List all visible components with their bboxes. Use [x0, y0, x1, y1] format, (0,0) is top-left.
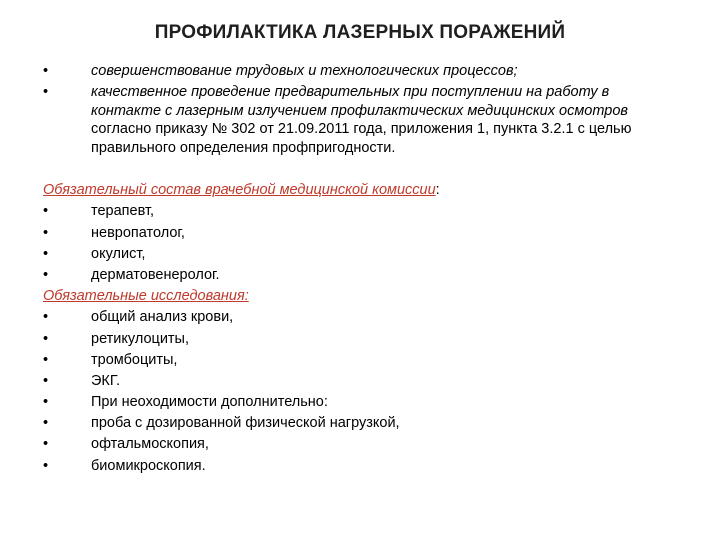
list-item: [43, 62, 683, 83]
bullet-icon: •: [43, 436, 49, 453]
list-item: [43, 224, 683, 245]
intro-item-paragraph: [91, 83, 683, 157]
list-item: [43, 245, 683, 266]
study-item-text: проба с дозированной физической нагрузкой,: [91, 415, 400, 432]
bullet-icon: •: [43, 415, 49, 432]
bullet-icon: •: [43, 203, 49, 220]
list-item: [43, 457, 683, 478]
commission-item-text: невропатолог,: [91, 224, 185, 241]
intro-item-italic-text: качественное проведение предварительных при поступлении на работу в контакте с лазерным излучением профилактических медицинских осмотров: [91, 84, 628, 119]
slide-title: ПРОФИЛАКТИКА ЛАЗЕРНЫХ ПОРАЖЕНИЙ: [154, 22, 566, 43]
list-item: [43, 83, 683, 181]
list-item: [43, 266, 683, 287]
list-item: [43, 308, 683, 329]
list-item: [43, 435, 683, 456]
bullet-icon: •: [43, 63, 49, 79]
intro-item-text: совершенствование трудовых и технологических процессов;: [91, 63, 518, 79]
study-item-text: офтальмоскопия,: [91, 436, 209, 453]
list-item: [43, 351, 683, 372]
commission-heading-text: Обязательный состав врачебной медицинской комиссии: [43, 182, 436, 199]
study-item-text: тромбоциты,: [91, 351, 178, 368]
bullet-icon: •: [43, 351, 49, 368]
list-item: [43, 202, 683, 223]
intro-item-plain-text: согласно приказу № 302 от 21.09.2011 года, приложения 1, пункта 3.2.1 с целью правильного определения профпригодности.: [91, 121, 632, 156]
commission-item-text: дерматовенеролог.: [91, 266, 220, 283]
list-item: [43, 414, 683, 435]
studies-heading-text: Обязательные исследования:: [43, 288, 249, 305]
commission-item-text: окулист,: [91, 245, 146, 262]
bullet-icon: •: [43, 224, 49, 241]
bullet-icon: •: [43, 457, 49, 474]
study-item-text: общий анализ крови,: [91, 309, 234, 326]
bullet-icon: •: [43, 330, 49, 347]
bullet-icon: •: [43, 309, 49, 326]
bullet-icon: •: [43, 394, 49, 411]
commission-item-text: терапевт,: [91, 203, 155, 220]
study-item-text: При неоходимости дополнительно:: [91, 394, 328, 411]
commission-heading-colon: :: [435, 182, 440, 199]
list-item: [43, 330, 683, 351]
study-item-text: биомикроскопия.: [91, 457, 206, 474]
bullet-icon: •: [43, 84, 49, 101]
bullet-icon: •: [43, 245, 49, 262]
bullet-icon: •: [43, 266, 49, 283]
section-heading-commission: [43, 181, 683, 202]
section-heading-studies: [43, 287, 683, 308]
slide-body: [43, 62, 683, 478]
study-item-text: ЭКГ.: [91, 372, 120, 389]
study-item-text: ретикулоциты,: [91, 330, 190, 347]
list-item: [43, 372, 683, 393]
list-item: [43, 393, 683, 414]
bullet-icon: •: [43, 372, 49, 389]
